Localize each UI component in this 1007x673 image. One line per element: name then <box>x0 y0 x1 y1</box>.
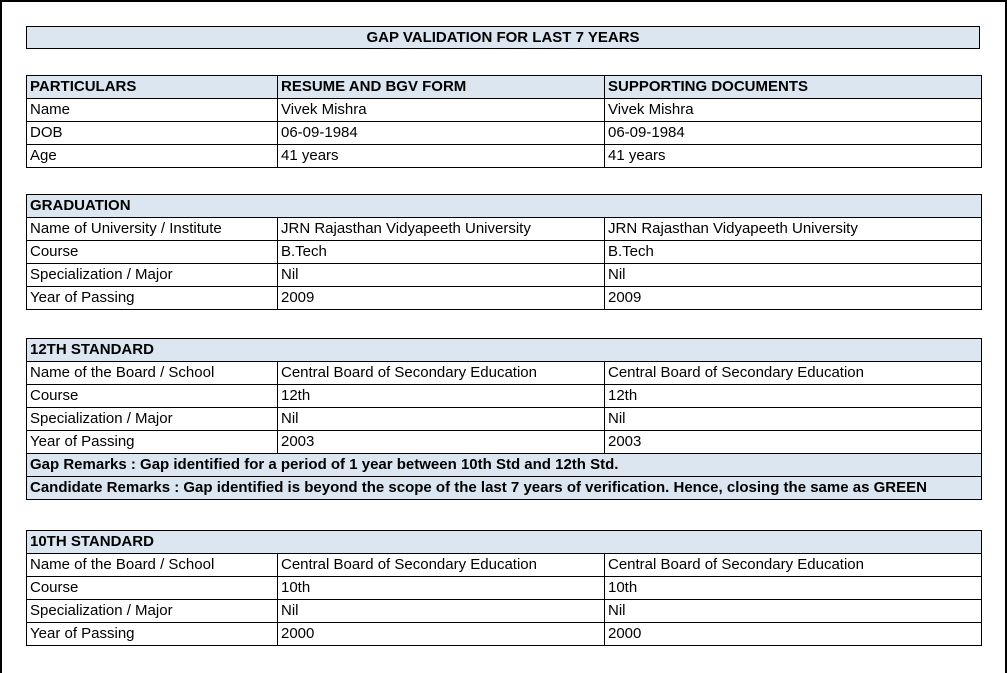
table-row <box>27 623 982 646</box>
page-title: GAP VALIDATION FOR LAST 7 YEARS <box>26 26 980 49</box>
row-label: Specialization / Major <box>27 408 278 431</box>
table-row <box>27 122 982 145</box>
row-label: DOB <box>27 122 278 145</box>
supporting-value: Nil <box>605 264 982 287</box>
table-row <box>27 600 982 623</box>
supporting-value: B.Tech <box>605 241 982 264</box>
resume-value: Central Board of Secondary Education <box>278 362 605 385</box>
sheet-border-top <box>0 0 1007 2</box>
header-resume: RESUME AND BGV FORM <box>278 76 605 99</box>
resume-value: Nil <box>278 264 605 287</box>
section-heading: 10TH STANDARD <box>27 531 982 554</box>
twelfth-standard-table <box>26 338 982 500</box>
table-row <box>27 145 982 168</box>
header-row <box>27 76 982 99</box>
table-row <box>27 264 982 287</box>
row-label: Year of Passing <box>27 287 278 310</box>
table-row <box>27 577 982 600</box>
table-row <box>27 99 982 122</box>
section-heading: GRADUATION <box>27 195 982 218</box>
resume-value: B.Tech <box>278 241 605 264</box>
row-label: Year of Passing <box>27 623 278 646</box>
row-label: Course <box>27 577 278 600</box>
table-row <box>27 554 982 577</box>
supporting-value: 10th <box>605 577 982 600</box>
resume-value: 06-09-1984 <box>278 122 605 145</box>
gap-remarks: Gap Remarks : Gap identified for a period of 1 year between 10th Std and 12th Std. <box>27 454 982 477</box>
resume-value: Vivek Mishra <box>278 99 605 122</box>
table-row <box>27 287 982 310</box>
table-row <box>27 362 982 385</box>
resume-value: 2000 <box>278 623 605 646</box>
candidate-remarks-row <box>27 477 982 500</box>
supporting-value: 2000 <box>605 623 982 646</box>
row-label: Name of the Board / School <box>27 554 278 577</box>
resume-value: Nil <box>278 600 605 623</box>
resume-value: 10th <box>278 577 605 600</box>
row-label: Course <box>27 385 278 408</box>
table-row <box>27 218 982 241</box>
supporting-value: 06-09-1984 <box>605 122 982 145</box>
supporting-value: 12th <box>605 385 982 408</box>
row-label: Name <box>27 99 278 122</box>
supporting-value: Nil <box>605 408 982 431</box>
row-label: Name of the Board / School <box>27 362 278 385</box>
gap-remarks-row <box>27 454 982 477</box>
table-row <box>27 241 982 264</box>
section-heading: 12TH STANDARD <box>27 339 982 362</box>
resume-value: JRN Rajasthan Vidyapeeth University <box>278 218 605 241</box>
sheet-border-left <box>0 0 2 673</box>
header-supporting: SUPPORTING DOCUMENTS <box>605 76 982 99</box>
row-label: Name of University / Institute <box>27 218 278 241</box>
resume-value: 2009 <box>278 287 605 310</box>
supporting-value: 41 years <box>605 145 982 168</box>
row-label: Specialization / Major <box>27 264 278 287</box>
graduation-table <box>26 194 982 310</box>
resume-value: 12th <box>278 385 605 408</box>
resume-value: Nil <box>278 408 605 431</box>
supporting-value: Nil <box>605 600 982 623</box>
section-heading-row <box>27 531 982 554</box>
resume-value: Central Board of Secondary Education <box>278 554 605 577</box>
row-label: Specialization / Major <box>27 600 278 623</box>
row-label: Course <box>27 241 278 264</box>
supporting-value: Vivek Mishra <box>605 99 982 122</box>
supporting-value: 2003 <box>605 431 982 454</box>
row-label: Age <box>27 145 278 168</box>
row-label: Year of Passing <box>27 431 278 454</box>
supporting-value: JRN Rajasthan Vidyapeeth University <box>605 218 982 241</box>
section-heading-row <box>27 339 982 362</box>
table-row <box>27 431 982 454</box>
table-row <box>27 408 982 431</box>
supporting-value: 2009 <box>605 287 982 310</box>
resume-value: 2003 <box>278 431 605 454</box>
section-heading-row <box>27 195 982 218</box>
supporting-value: Central Board of Secondary Education <box>605 554 982 577</box>
table-row <box>27 385 982 408</box>
tenth-standard-table <box>26 530 982 646</box>
resume-value: 41 years <box>278 145 605 168</box>
personal-details-table <box>26 75 982 168</box>
supporting-value: Central Board of Secondary Education <box>605 362 982 385</box>
candidate-remarks: Candidate Remarks : Gap identified is beyond the scope of the last 7 years of verification. Hence, closing the same as GREEN <box>27 477 982 500</box>
header-particulars: PARTICULARS <box>27 76 278 99</box>
